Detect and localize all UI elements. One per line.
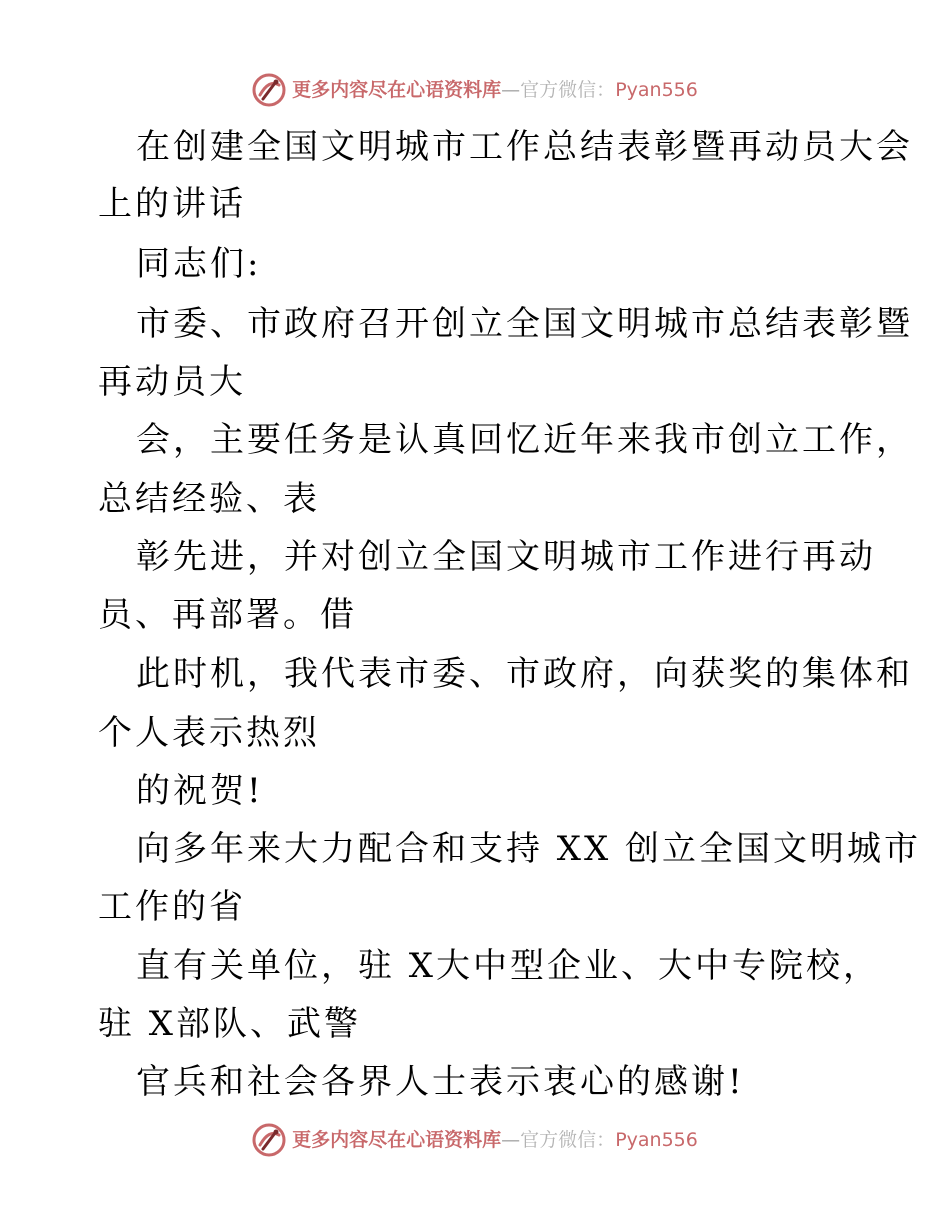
paragraph-line: 市委、市政府召开创立全国文明城市总结表彰暨 (136, 304, 913, 344)
paragraph-line: 员、再部署。借 (98, 595, 357, 635)
footer-wechat-label: 官方微信： (520, 1128, 616, 1151)
footer-site-name: 更多内容尽在心语资料库 (292, 1128, 502, 1151)
header-wechat-label: 官方微信： (520, 78, 616, 101)
paragraph-line: 总结经验、表 (98, 479, 320, 519)
paragraph-line: 个人表示热烈 (98, 713, 320, 753)
footer-banner (0, 1120, 950, 1160)
paragraph-line: 向多年来大力配合和支持 XX 创立全国文明城市 (136, 829, 922, 869)
paragraph-line: 的祝贺! (136, 771, 264, 811)
header-site-name: 更多内容尽在心语资料库 (292, 78, 502, 101)
header-dash: — (501, 78, 521, 101)
paragraph-line: 此时机，我代表市委、市政府，向获奖的集体和 (136, 654, 913, 694)
paragraph-line: 会，主要任务是认真回忆近年来我市创立工作， (136, 420, 913, 460)
paragraph-line: 直有关单位，驻 X大中型企业、大中专院校， (136, 946, 881, 986)
paragraph-line: 彰先进，并对创立全国文明城市工作进行再动 (136, 537, 876, 577)
title-line-1: 在创建全国文明城市工作总结表彰暨再动员大会 (136, 127, 913, 167)
footer-wechat-id: Pyan556 (615, 1128, 698, 1151)
paragraph-line: 官兵和社会各界人士表示衷心的感谢! (136, 1062, 745, 1102)
header-banner (0, 70, 950, 110)
brand-logo-icon (252, 1123, 286, 1157)
salutation: 同志们: (136, 244, 262, 284)
footer-dash: — (501, 1128, 521, 1151)
title-line-2: 上的讲话 (98, 184, 246, 224)
brand-logo-icon (252, 73, 286, 107)
paragraph-line: 驻 X部队、武警 (98, 1004, 362, 1044)
paragraph-line: 再动员大 (98, 362, 246, 402)
paragraph-line: 工作的省 (98, 887, 246, 927)
header-wechat-id: Pyan556 (615, 78, 698, 101)
